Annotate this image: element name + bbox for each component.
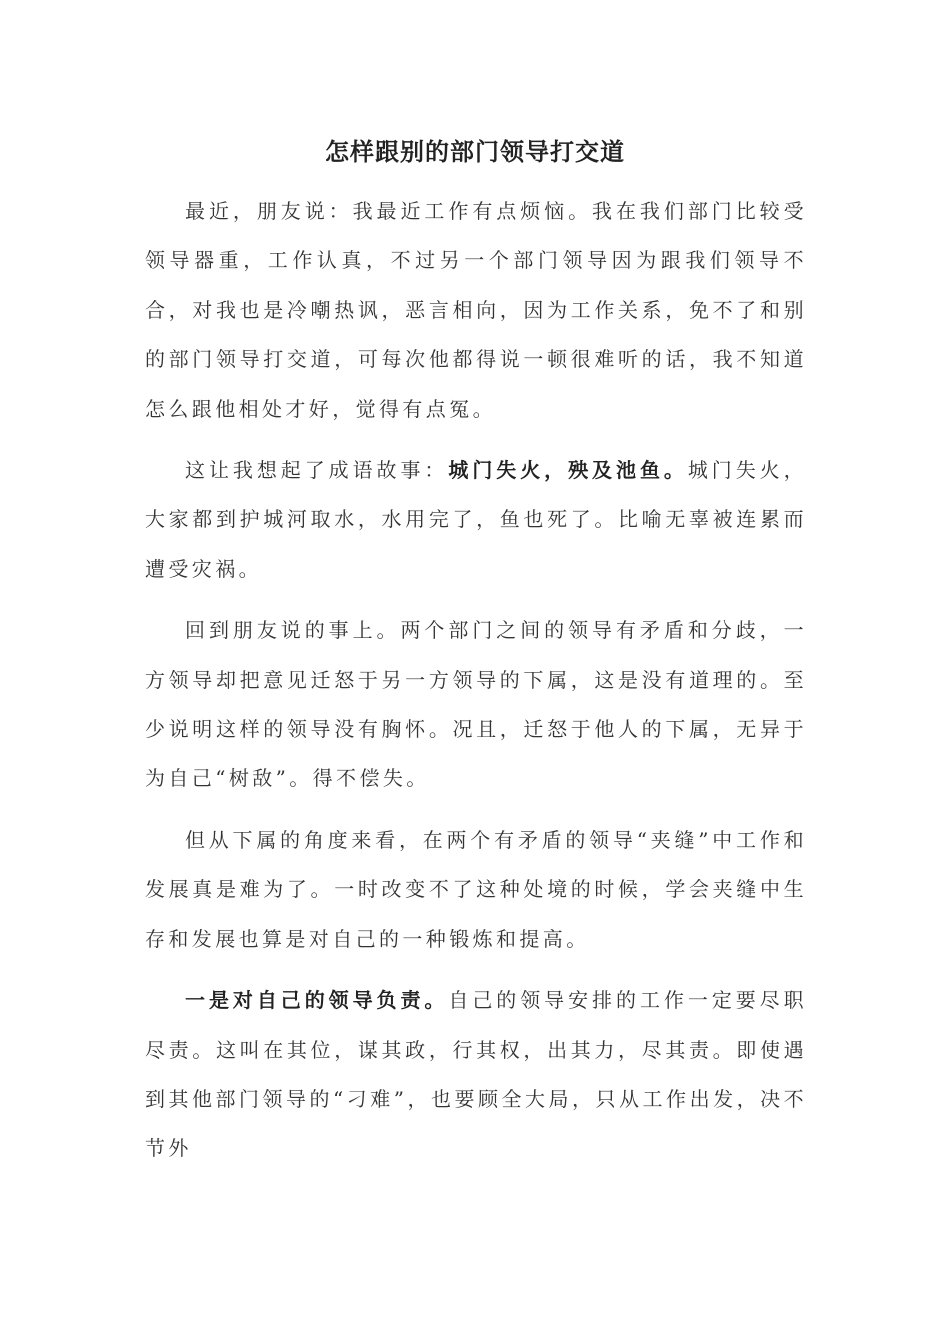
paragraph-5-bold: 一是对自己的领导负责。 — [185, 988, 449, 1013]
paragraph-4 — [145, 816, 807, 964]
paragraph-1-text: 最近，朋友说：我最近工作有点烦恼。我在我们部门比较受领导器重，工作认真，不过另一个部门领导因为跟我们领导不合，对我也是冷嘲热讽，恶言相向，因为工作关系，免不了和别的部门领导打交道，可每次他都得说一顿很难听的话，我不知道怎么跟他相处才好，觉得有点冤。 — [145, 199, 807, 421]
paragraph-3-text: 回到朋友说的事上。两个部门之间的领导有矛盾和分歧，一方领导却把意见迁怒于另一方领导的下属，这是没有道理的。至少说明这样的领导没有胸怀。况且，迁怒于他人的下属，无异于为自己“树敌”。得不偿失。 — [145, 618, 807, 791]
document-body — [145, 187, 807, 1186]
paragraph-1 — [145, 187, 807, 434]
paragraph-2-text: 城门失火，大家都到护城河取水，水用完了，鱼也死了。比喻无辜被连累而遭受灾祸。 — [145, 458, 808, 581]
paragraph-5 — [145, 976, 807, 1174]
document-title: 怎样跟别的部门领导打交道 — [325, 137, 625, 166]
paragraph-2-bold: 城门失火，殃及池鱼。 — [448, 458, 688, 483]
paragraph-4-text: 但从下属的角度来看，在两个有矛盾的领导“夹缝”中工作和发展真是难为了。一时改变不了这种处境的时候，学会夹缝中生存和发展也算是对自己的一种锻炼和提高。 — [145, 827, 807, 951]
paragraph-5-text: 自己的领导安排的工作一定要尽职尽责。这叫在其位，谋其政，行其权，出其力，尽其责。即使遇到其他部门领导的“刁难”，也要顾全大局，只从工作出发，决不节外 — [145, 988, 808, 1161]
paragraph-2-lead: 这让我想起了成语故事： — [185, 458, 449, 483]
paragraph-3 — [145, 606, 807, 804]
paragraph-2 — [145, 446, 807, 594]
